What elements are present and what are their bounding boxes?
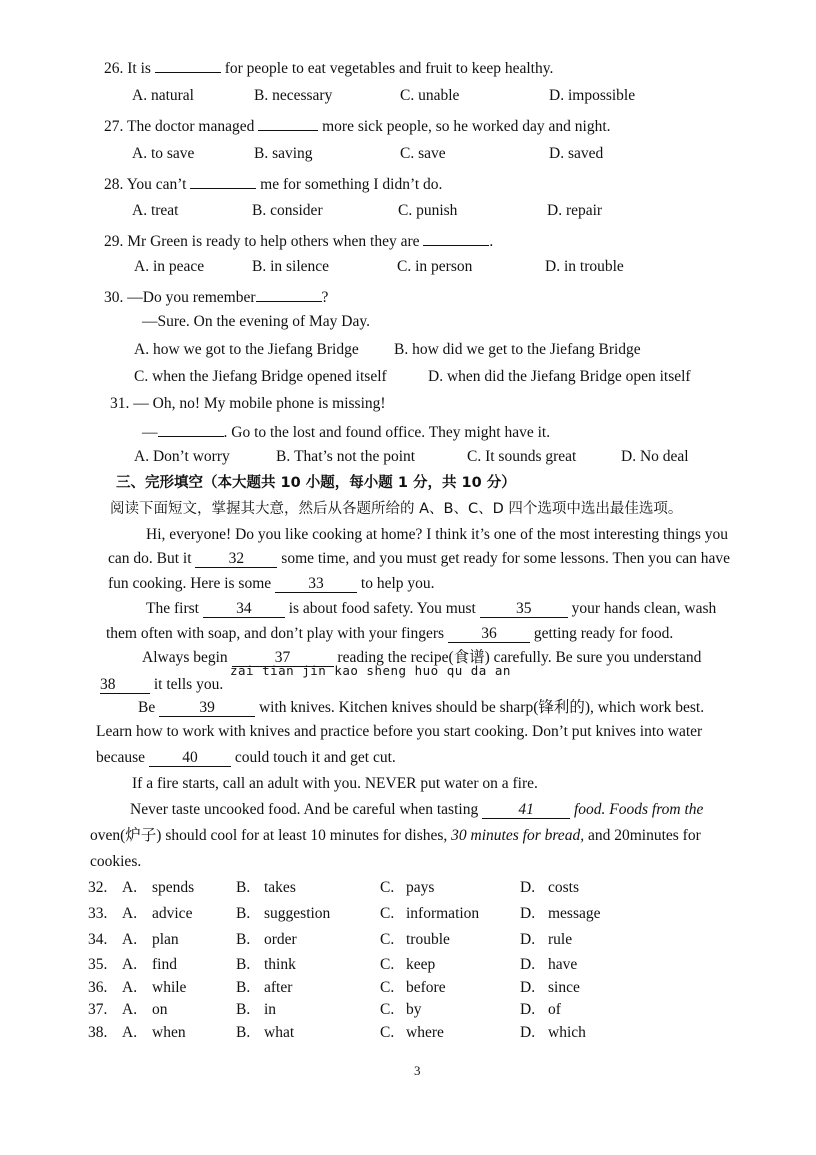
option-d: D. in trouble [545, 258, 624, 275]
option-b: B. consider [252, 202, 323, 219]
option-a: A. on [122, 1001, 168, 1018]
question-26 [104, 56, 553, 79]
question-number: 26. [104, 60, 124, 77]
question-27 [104, 114, 611, 137]
blank-34: 34 [203, 601, 285, 618]
option-a: A. plan [122, 931, 179, 948]
option-b: B. how did we get to the Jiefang Bridge [394, 341, 641, 358]
blank-38: 38 [100, 677, 150, 694]
passage-line: Hi, everyone! Do you like cooking at home? I think it’s one of the most interesting things you [146, 526, 729, 543]
option-b: B. in [236, 1001, 277, 1018]
passage-line: because 40 could touch it and get cut. [96, 749, 396, 766]
passage-line: fun cooking. Here is some 33 to help you. [108, 575, 435, 592]
question-31 [110, 394, 386, 414]
question-29 [104, 229, 493, 252]
option-d: D. when did the Jiefang Bridge open itself [428, 368, 691, 385]
passage-line: them often with soap, and don’t play with your fingers 36 getting ready for food. [106, 625, 674, 642]
option-a: A. find [122, 956, 177, 973]
option-c: C. information [380, 905, 480, 922]
blank-33: 33 [275, 576, 357, 593]
section-instruction: 阅读下面短文，掌握其大意，然后从各题所给的 A、B、C、D 四个选项中选出最佳选项。 [110, 501, 683, 517]
passage-line: 38 it tells you. [100, 676, 224, 693]
option-d: D. No deal [621, 448, 689, 465]
option-b: B. takes [236, 879, 296, 896]
option-d: D. of [520, 1001, 561, 1018]
passage-line: Learn how to work with knives and practice before you start cooking. Don’t put knives into water [96, 723, 703, 740]
option-b: B. necessary [254, 87, 333, 104]
option-c: C. It sounds great [467, 448, 577, 465]
section-heading: 三、完形填空（本大题共 10 小题，每小题 1 分，共 10 分） [116, 475, 516, 491]
option-a: A. Don’t worry [134, 448, 230, 465]
option-a: A. when [122, 1024, 186, 1041]
question-30 [104, 285, 328, 308]
answer-blank [423, 229, 489, 246]
option-d: D. have [520, 956, 578, 973]
passage-line: The first 34 is about food safety. You must 35 your hands clean, wash [146, 600, 717, 617]
question-number: 31. [110, 395, 130, 412]
option-c: C. keep [380, 956, 436, 973]
blank-40: 40 [149, 750, 231, 767]
blank-39: 39 [159, 700, 255, 717]
option-c: C. trouble [380, 931, 450, 948]
option-b: B. order [236, 931, 297, 948]
option-c: C. pays [380, 879, 435, 896]
option-row-number: 36. [88, 979, 108, 996]
answer-blank [258, 114, 318, 131]
option-a: A. in peace [134, 258, 205, 275]
option-b: B. in silence [252, 258, 330, 275]
option-row-number: 33. [88, 905, 108, 922]
option-c: C. in person [397, 258, 473, 275]
answer-blank [190, 172, 256, 189]
passage-line: oven(炉子) should cool for at least 10 minutes for dishes, 30 minutes for bread, and 20minutes for [90, 827, 701, 844]
question-text: for people to eat vegetables and fruit to keep healthy. [224, 60, 554, 77]
question-number: 29. [104, 233, 124, 250]
question-text: The doctor managed [126, 118, 255, 135]
question-text: me for something I didn’t do. [260, 176, 443, 193]
passage-line: Never taste uncooked food. And be careful when tasting 41 food. Foods from the [130, 801, 704, 818]
option-a: A. advice [122, 905, 193, 922]
question-text: It is [127, 60, 151, 77]
option-b: B. think [236, 956, 296, 973]
option-d: D. repair [547, 202, 603, 219]
question-text: You can’t [126, 176, 187, 193]
blank-37: 37 [232, 650, 334, 667]
answer-blank [158, 420, 224, 437]
passage-line: can do. But it 32 some time, and you must get ready for some lessons. Then you can have [108, 550, 730, 567]
option-a: A. while [122, 979, 187, 996]
question-number: 27. [104, 118, 124, 135]
option-a: A. natural [132, 87, 194, 104]
blank-32: 32 [195, 551, 277, 568]
passage-line: cookies. [90, 853, 142, 870]
option-row-number: 35. [88, 956, 108, 973]
option-c: C. when the Jiefang Bridge opened itself [134, 368, 387, 385]
option-row-number: 34. [88, 931, 108, 948]
option-b: B. what [236, 1024, 295, 1041]
question-text: Mr Green is ready to help others when they are [127, 233, 420, 250]
option-b: B. saving [254, 145, 313, 162]
question-number: 30. [104, 289, 124, 306]
option-c: C. punish [398, 202, 458, 219]
option-a: A. treat [132, 202, 179, 219]
option-a: A. spends [122, 879, 195, 896]
dialogue-reply: —Sure. On the evening of May Day. [142, 313, 370, 330]
answer-blank [155, 56, 221, 73]
option-c: C. unable [400, 87, 460, 104]
option-d: D. which [520, 1024, 586, 1041]
option-d: D. costs [520, 879, 579, 896]
option-c: C. before [380, 979, 446, 996]
page-number: 3 [414, 1063, 421, 1078]
option-b: B. after [236, 979, 293, 996]
passage-line: Always begin 37 reading the recipe(食谱) carefully. Be sure you understand [142, 649, 702, 666]
option-b: B. suggestion [236, 905, 331, 922]
question-text: — Oh, no! My mobile phone is missing! [133, 395, 386, 412]
option-d: D. message [520, 905, 601, 922]
question-28 [104, 172, 442, 195]
option-d: D. saved [549, 145, 604, 162]
option-row-number: 38. [88, 1024, 108, 1041]
option-a: A. how we got to the Jiefang Bridge [134, 341, 359, 358]
answer-blank [256, 285, 322, 302]
option-d: D. rule [520, 931, 573, 948]
option-c: C. save [400, 145, 446, 162]
option-row-number: 37. [88, 1001, 108, 1018]
option-b: B. That’s not the point [276, 448, 416, 465]
question-text: ? [321, 289, 329, 306]
question-text: —Do you remember [127, 289, 256, 306]
option-row-number: 32. [88, 879, 108, 896]
question-text: more sick people, so he worked day and night. [322, 118, 611, 135]
option-c: C. by [380, 1001, 422, 1018]
dialogue-reply: — . Go to the lost and found office. They might have it. [142, 420, 550, 443]
question-text: . [489, 233, 494, 250]
blank-35: 35 [480, 601, 568, 618]
passage-line: Be 39 with knives. Kitchen knives should be sharp(锋利的), which work best. [138, 699, 705, 716]
option-c: C. where [380, 1024, 444, 1041]
passage-line: If a fire starts, call an adult with you. NEVER put water on a fire. [132, 775, 538, 792]
option-a: A. to save [132, 145, 195, 162]
blank-41: 41 [482, 802, 570, 819]
blank-36: 36 [448, 626, 530, 643]
option-d: D. impossible [549, 87, 636, 104]
question-number: 28. [104, 176, 124, 193]
option-d: D. since [520, 979, 580, 996]
handwritten-note: zai tian jin kao sheng huo qu da an [230, 663, 511, 678]
